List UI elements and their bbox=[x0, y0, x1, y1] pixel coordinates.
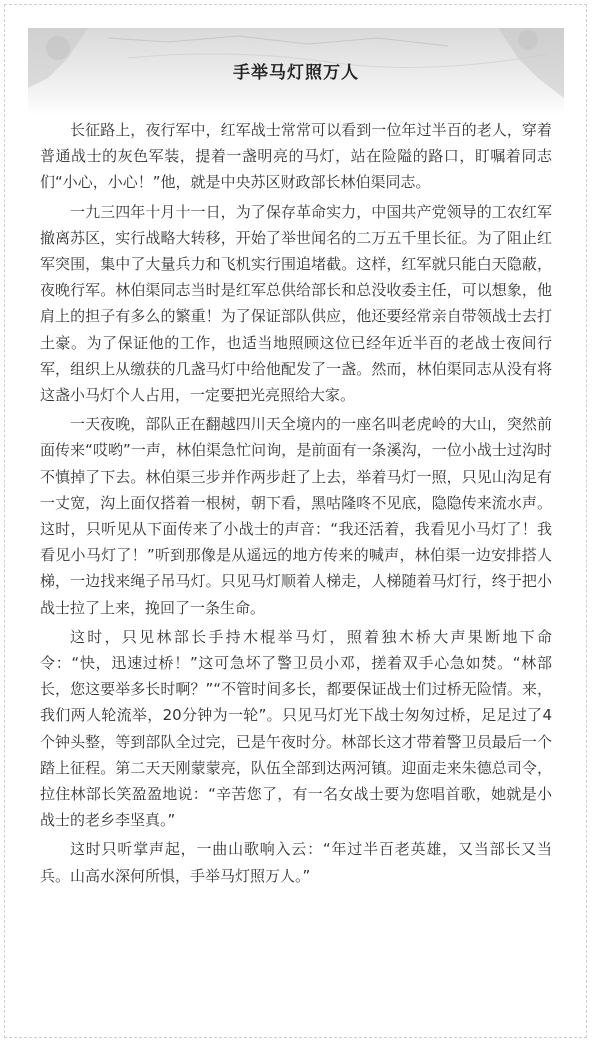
article-title: 手举马灯照万人 bbox=[233, 63, 359, 83]
article-paragraph: 这时只听掌声起，一曲山歌响入云：“年过半百老英雄，又当部长又当兵。山高水深何所惧，手举马灯照万人。” bbox=[40, 840, 552, 885]
article-paragraph: 这时，只见林部长手持木棍举马灯，照着独木桥大声果断地下命令：“快，迅速过桥！”这可急坏了警卫员小邓，搓着双手心急如焚。“林部长，您这要举多长时啊？”“不管时间多长，都要保证战士们过桥无险情。来，我们两人轮流举，20分钟为一轮”。只见马灯光下战士匆匆过桥，足足过了4个钟头整，等到部队全过完，已是午夜时分。林部长这才带着警卫员最后一个踏上征程。第二天天刚蒙蒙亮，队伍全部到达两河镇。迎面走来朱德总司令，拉住林部长笑盈盈地说：“辛苦您了，有一名女战士要为您唱首歌，她就是小战士的老乡李坚真。” bbox=[40, 627, 552, 830]
article-paragraph: 长征路上，夜行军中，红军战士常常可以看到一位年过半百的老人，穿着普通战士的灰色军装，提着一盏明亮的马灯，站在险隘的路口，盯嘱着同志们“小心，小心！”他，就是中央苏区财政部长林伯渠同志。 bbox=[40, 121, 552, 192]
article-body bbox=[40, 117, 552, 892]
article-paragraph: 一天夜晚，部队正在翻越四川天全境内的一座名叫老虎岭的大山，突然前面传来“哎哟”一声，林伯渠急忙问询，是前面有一条溪沟，一位小战士过沟时不慎掉了下去。林伯渠三步并作两步赶了上去，举着马灯一照，只见山沟足有一丈宽，沟上面仅搭着一根树，朝下看，黑咕隆咚不见底，隐隐传来流水声。这时，只听见从下面传来了小战士的声音：“我还活着，我看见小马灯了！我看见小马灯了！”听到那像是从遥远的地方传来的喊声，林伯渠一边安排搭人梯，一边找来绳子吊马灯。只见马灯顺着人梯走，人梯随着马灯行，终于把小战士拉了上来，挽回了一条生命。 bbox=[40, 415, 552, 617]
article-paragraph: 一九三四年十月十一日，为了保存革命实力，中国共产党领导的工农红军撤离苏区，实行战略大转移，开始了举世闻名的二万五千里长征。为了阻止红军突围，集中了大量兵力和飞机实行围追堵截。这样，红军就只能白天隐蔽，夜晚行军。林伯渠同志当时是红军总供给部长和总没收委主任，可以想象，他肩上的担子有多么的繁重！为了保证部队供应，他还要经常亲自带领战士去打土豪。为了保证他的工作，也适当地照顾这位已经年近半百的老战士夜间行军，组织上从缴获的几盏马灯中给他配发了一盏。然而，林伯渠同志从没有将这盏小马灯个人占用，一定要把光亮照给大家。 bbox=[40, 202, 552, 405]
